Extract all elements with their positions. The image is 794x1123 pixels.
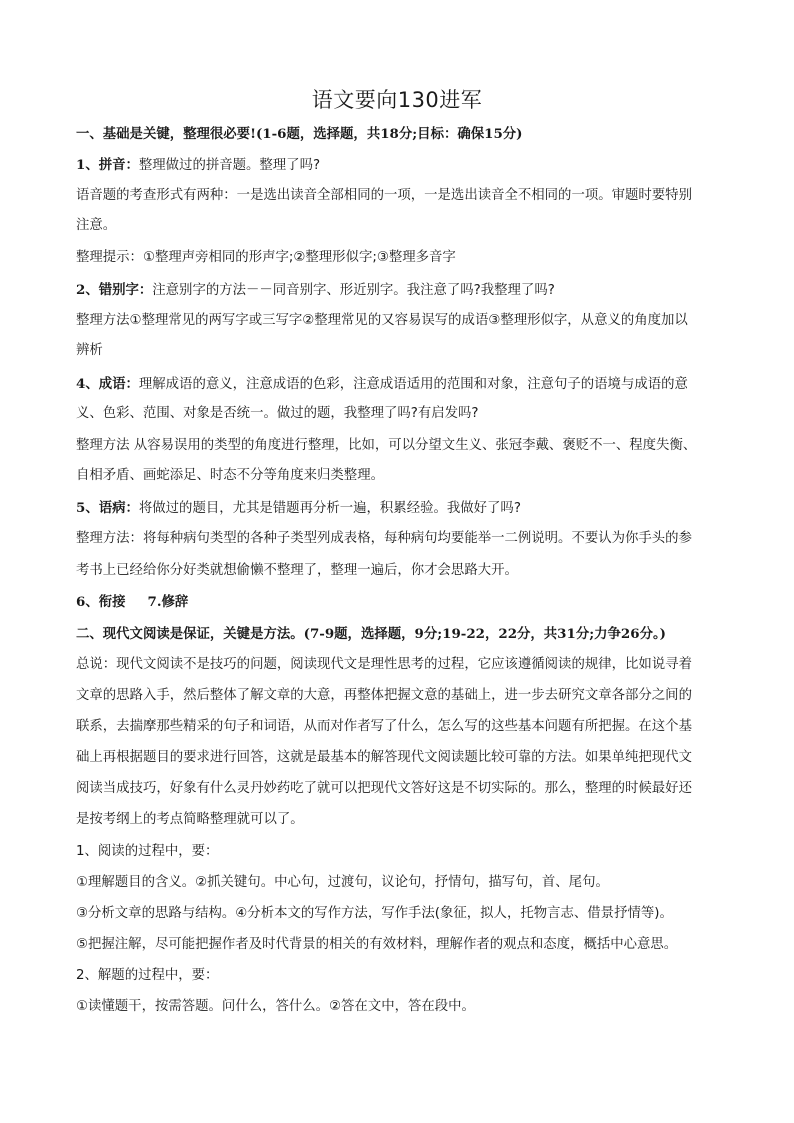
item-6-label: 6、衔接	[76, 594, 126, 610]
body-line: 义、色彩、范围、对象是否统一。做过的题，我整理了吗?有启发吗?	[76, 406, 479, 421]
body-line: 整理提示：①整理声旁相同的形声字;②整理形似字;③整理多音字	[76, 250, 456, 265]
summary-line: 文章的思路入手，然后整体了解文章的大意，再整体把握文意的基础上，进一步去研究文章各部分之间的	[76, 688, 692, 703]
items-6-7	[76, 592, 736, 612]
item-7-label: 7.修辞	[147, 594, 189, 610]
summary-line: 阅读当成技巧，好象有什么灵丹妙药吃了就可以把现代文答好这是不切实际的。那么，整理的时候最好还	[76, 781, 692, 796]
body-line: 自相矛盾、画蛇添足、时态不分等角度来归类整理。	[76, 468, 384, 483]
page-title: 语文要向130进军	[311, 88, 483, 112]
reading-line: ⑤把握注解，尽可能把握作者及时代背景的相关的有效材料，理解作者的观点和态度，概括中心意思。	[76, 937, 678, 952]
item-grammar	[76, 498, 736, 519]
item-idiom	[76, 374, 736, 395]
body-line: 注意。	[76, 218, 117, 233]
reading-line: ①理解题目的含义。②抓关键句。中心句，过渡句，议论句，抒情句，描写句，首、尾句。	[76, 875, 609, 890]
solving-line: ①读懂题干，按需答题。问什么，答什么。②答在文中，答在段中。	[76, 999, 475, 1014]
solving-label: 2、解题的过程中，要：	[76, 968, 219, 983]
body-line: 整理方法 从容易误用的类型的角度进行整理，比如，可以分望文生义、张冠李戴、褒贬不一、程度失衡、	[76, 438, 697, 453]
section1-heading: 一、基础是关键，整理很必要!(1-6题，选择题，共18分;目标：确保15分)	[76, 126, 523, 142]
summary-line: 是按考纲上的考点简略整理就可以了。	[76, 812, 304, 827]
body-line: 整理方法①整理常见的两写字或三写字②整理常见的又容易误写的成语③整理形似字，从意义的角度加以	[76, 313, 688, 328]
item-label: 4、成语：	[76, 376, 139, 392]
item-label: 5、语病：	[76, 500, 139, 516]
reading-line: ③分析文章的思路与结构。④分析本文的写作方法，写作手法(象征，拟人，托物言志、借景抒情等)。	[76, 906, 673, 921]
item-typo	[76, 280, 736, 301]
body-line: 整理方法：将每种病句类型的各种子类型列成表格，每种病句均要能举一二例说明。不要认为你手头的参	[76, 531, 692, 546]
item-text: 整理做过的拼音题。整理了吗?	[138, 158, 321, 173]
body-line: 辨析	[76, 343, 103, 358]
summary-line: 总说：现代文阅读不是技巧的问题，阅读现代文是理性思考的过程，它应该遵循阅读的规律，比如说寻着	[76, 657, 692, 672]
item-pinyin	[76, 155, 736, 176]
item-text: 理解成语的意义，注意成语的色彩，注意成语适用的范围和对象，注意句子的语境与成语的意	[138, 377, 688, 392]
item-text: 注意别字的方法－－同音别字、形近别字。我注意了吗?我整理了吗?	[152, 283, 555, 298]
section2-heading: 二、现代文阅读是保证，关键是方法。(7-9题，选择题，9分;19-22，22分，共31分;力争26分。)	[76, 626, 666, 642]
summary-line: 础上再根据题目的要求进行回答，这就是最基本的解答现代文阅读题比较可靠的方法。如果单纯把现代文	[76, 750, 692, 765]
item-label: 2、错别字：	[76, 282, 153, 298]
body-line: 语音题的考查形式有两种：一是选出读音全部相同的一项，一是选出读音全不相同的一项。审题时要特别	[76, 188, 692, 203]
body-line: 考书上已经给你分好类就想偷懒不整理了，整理一遍后，你才会思路大开。	[76, 563, 518, 578]
item-text: 将做过的题目，尤其是错题再分析一遍，积累经验。我做好了吗?	[138, 501, 521, 516]
summary-line: 联系，去揣摩那些精采的句子和词语，从而对作者写了什么，怎么写的这些基本问题有所把握。在这个基	[76, 719, 692, 734]
item-label: 1、拼音：	[76, 157, 139, 173]
reading-label: 1、阅读的过程中，要：	[76, 844, 219, 859]
